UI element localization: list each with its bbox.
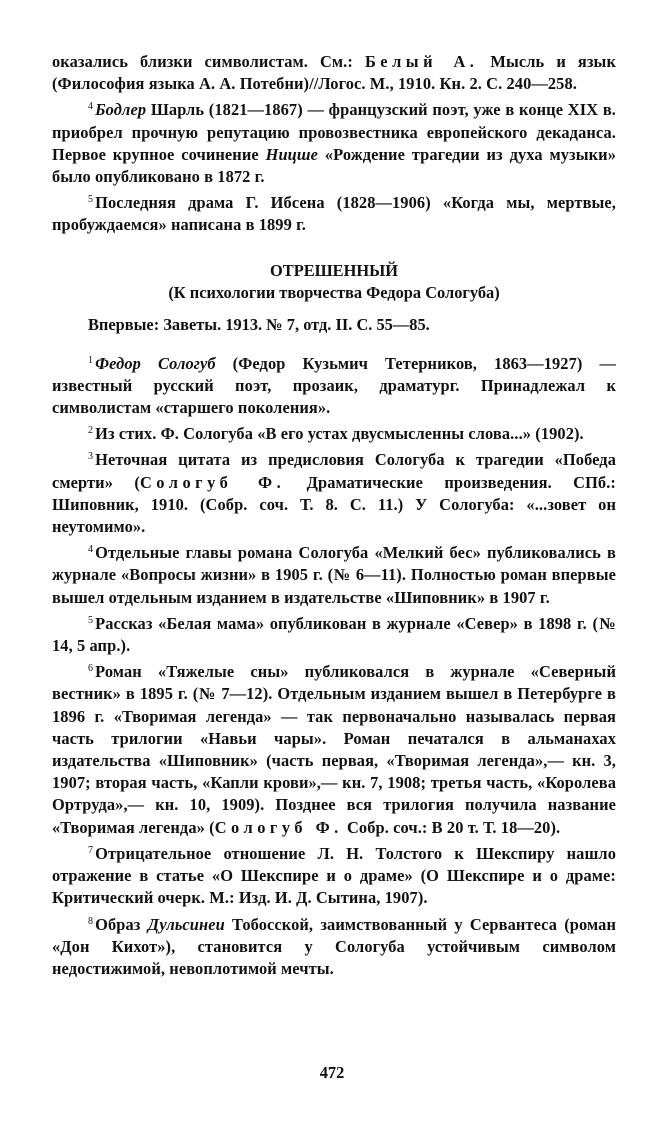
note-3: $^3$ Неточная цитата из предисловия Сологуба к трагедии «Победа смерти» (Сологуб Ф. Драматические произведения. СПб.: Шиповник, 1910. (Собр. соч. Т. 8. С. 11.) У Сологуба: «...зовет он неутомимо». <box>52 450 616 537</box>
note-5: $^5$ Рассказ «Белая мама» опубликован в журнале «Север» в 1898 г. (№ 14, 5 апр.). <box>52 613 616 656</box>
page-number: 472 <box>319 1063 345 1082</box>
section-subtitle: (К психологии творчества Федора Сологуба) <box>168 282 500 302</box>
first-publication: Впервые: Заветы. 1913. № 7, отд. II. С. 55—85. <box>88 314 430 334</box>
footnote-number: 4 <box>88 101 94 113</box>
footnote-number: 7 <box>88 844 94 856</box>
footnote-number: 3 <box>88 451 94 463</box>
note-7: $^7$ Отрицательное отношение Л. Н. Толстого к Шекспиру нашло отражение в статье «О Шекспире и о драме» (О Шекспире и о драме: Критический очерк. М.: Изд. И. Д. Сытина, 1907). <box>52 843 616 908</box>
footnote-4-baudelaire: $^4$ Бодлер Шарль (1821—1867) — французский поэт, уже в конце XIX в. приобрел прочную репутацию провозвестника европейского декаданса. Первое крупное сочинение Ницше «Рождение трагедии из духа музыки» было опубликовано в 1872 г. <box>52 100 617 187</box>
note-8: $^8$ Образ Дульсинеи Тобосской, заимствованный у Сервантеса (роман «Дон Кихот»), становится у Сологуба устойчивым символом недостижимой, невоплотимой мечты. <box>52 914 617 978</box>
note-4: $^4$ Отдельные главы романа Сологуба «Мелкий бес» публиковались в журнале «Вопросы жизни» в 1905 г. (№ 6—11). Полностью роман впервые вышел отдельным изданием в издательстве «Шиповник» в 1907 г. <box>52 543 616 607</box>
footnote-number: 1 <box>88 354 94 366</box>
footnote-number: 5 <box>88 194 94 206</box>
footnote-number: 2 <box>88 425 94 437</box>
note-6: $^6$ Роман «Тяжелые сны» публиковался в журнале «Северный вестник» в 1895 г. (№ 7—12). Отдельным изданием вышел в Петербурге в 1896 г. «Творимая легенда» — так первоначально называлась первая часть трилогии «Навьи чары». Роман печатался в альманахах издательства «Шиповник» (часть первая, «Творимая легенда»,— кн. 3, 1907; вторая часть, «Капли крови»,— кн. 7, 1908; третья часть, «Королева Ортруда»,— кн. 10, 1909). Позднее вся трилогия получила название «Творимая легенда» (Сологуб Ф. Собр. соч.: В 20 т. Т. 18—20). <box>52 662 616 837</box>
footnote-number: 8 <box>88 915 94 927</box>
section-title: ОТРЕШЕННЫЙ <box>270 260 398 280</box>
footnote-5-ibsen: $^5$ Последняя драма Г. Ибсена (1828—1906) «Когда мы, мертвые, пробуждаемся» написана в 1899 г. <box>52 193 616 235</box>
footnote-number: 4 <box>88 544 94 556</box>
footnote-number: 6 <box>88 663 94 675</box>
prev-note-continuation: оказались близки символистам. См.: Белый А. Мысль и язык (Философия языка А. А. Потебни)//Логос. М., 1910. Кн. 2. С. 240—258. <box>52 52 616 94</box>
note-2: $^2$ Из стих. Ф. Сологуба «В его устах двусмысленны слова...» (1902). <box>88 424 584 444</box>
footnote-number: 5 <box>88 614 94 626</box>
author-spaced: Белый А. <box>364 52 479 71</box>
note-1: $^1$ Федор Сологуб (Федор Кузьмич Тетерников, 1863—1927) — известный русский поэт, прозаик, драматург. Принадлежал к символистам «старшего поколения». <box>52 353 616 418</box>
